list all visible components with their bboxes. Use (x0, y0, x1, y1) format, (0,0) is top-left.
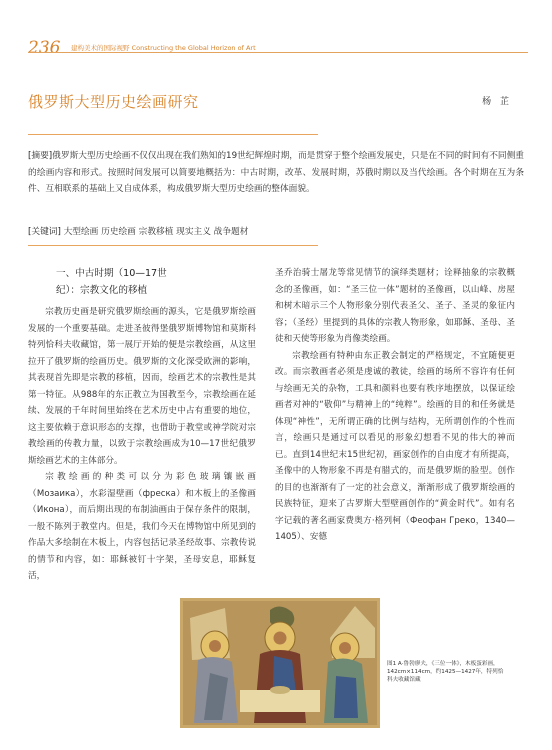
keywords-label: [关键词] (28, 227, 61, 237)
trinity-icon-painting (180, 598, 380, 728)
abstract-label: [摘要] (28, 151, 53, 161)
body-paragraph: 宗教历史画是研究俄罗斯绘画的源头，它是俄罗斯绘画发展的一个重要基础。走进圣彼得堡俄罗斯博物馆和莫斯科特列恰科夫收藏馆，第一展厅开始的便是宗教绘画，从这里拉开了俄罗斯的绘画历史。俄罗斯的文化深受欧洲的影响，其表现首先即是宗教的移植，因而，绘画艺术的宗教性是其第一特征。从988年的东正教立为国教至今，宗教绘画在延续、发展的千年时间里始终在艺术历史中占有重要的地位，这主要依赖于意识形态的支撑，也借助于教堂或神学院对宗教绘画的传教力量，以致于宗教绘画成为10—17世纪俄罗斯绘画艺术的主体部分。 (28, 307, 256, 466)
section-heading (28, 265, 256, 299)
author-name: 杨 芷 (482, 97, 512, 107)
figure (180, 598, 525, 728)
keywords (28, 225, 524, 239)
article-title: 俄罗斯大型历史绘画研究 (28, 93, 199, 111)
keywords-rule (28, 245, 318, 246)
running-title: 建构美术的国际视野 Constructing the Global Horizon of Art (71, 44, 256, 52)
header-rule (28, 52, 528, 53)
running-header (28, 38, 528, 58)
body-paragraph: 宗教绘画的种类可以分为彩色玻璃镶嵌画（Мозаика），水彩湿壁画（фреска）和木板上的圣像画（Икона），而后期出现的布制油画由于保存条件的限制，一般不陈列于教堂内。但是，我们今天在博物馆中所见到的作品大多绘制在木板上，内容包括记录圣经故事、宗教传说的情节和内容，如：耶稣被钉十字架，圣母安息，耶稣复活， (28, 472, 256, 581)
body-column-right (275, 265, 515, 546)
figure-caption: 图1 A·鲁勃廖夫，《三位一体》，木板蛋彩画，142cm×114cm，约1425—1427年，特列恰科夫收藏馆藏 (387, 661, 504, 684)
body-paragraph: 圣乔治骑士屠龙等常见情节的演绎类题材；诠释抽象的宗教概念的圣像画，如：“圣三位一体”题材的圣像画，以山峰、房屋和树木暗示三个人物形象分别代表圣父、圣子、圣灵的象征内容；（圣经）里提到的具体的宗教人物形象，如耶稣、圣母、圣徒和天使等形象为肖像类绘画。 (275, 268, 515, 344)
section-heading-line1: 一、中古时期（10—17世 (56, 268, 167, 279)
body-column-left (28, 265, 256, 585)
title-rule (28, 134, 318, 135)
section-heading-line2: 纪）：宗教文化的移植 (56, 285, 148, 296)
page-number: 236 (28, 38, 61, 58)
keywords-text: 大型绘画 历史绘画 宗教移植 现实主义 战争题材 (63, 227, 249, 237)
abstract-text: 俄罗斯大型历史绘画不仅仅出现在我们熟知的19世纪辉煌时期，而是贯穿于整个绘画发展史，只是在不同的时间有不同侧重的绘画内容和形式。按照时间发展可以简要地概括为：中古时期，改革、发展时期，苏俄时期以及当代绘画。各个时期在互为条件、互相联系的基础上又自成体系，构成俄罗斯大型历史绘画的整体面貌。 (28, 151, 524, 194)
abstract (28, 148, 524, 198)
body-paragraph: 宗教绘画有特种由东正教会制定的严格规定，不宜随便更改。而宗教画者必须是虔诚的教徒，绘画的场所不容许有任何与绘画无关的杂物，工具和颜料也要有秩序地摆放，以保证绘画者对神的“敬仰”与精神上的“纯粹”。绘画的目的和任务就是体现“神性”，无所谓正确的比例与结构，无所谓创作的个性而言，绘画只是通过可以看见的形象幻想看不见的伟大的神而已。直到14世纪末15世纪初，画家创作的自由度才有所提高，圣像中的人物形象不再是有腊式的，而是俄罗斯的脸型。创作的目的也渐渐有了一定的社会意义，渐渐形成了俄罗斯绘画的民族特征，迎来了古罗斯大型壁画创作的“黄金时代”。如有名字记载的著名画家费奥方·格列柯（Феофан Греко，1340—1405）、安德 (275, 350, 515, 542)
